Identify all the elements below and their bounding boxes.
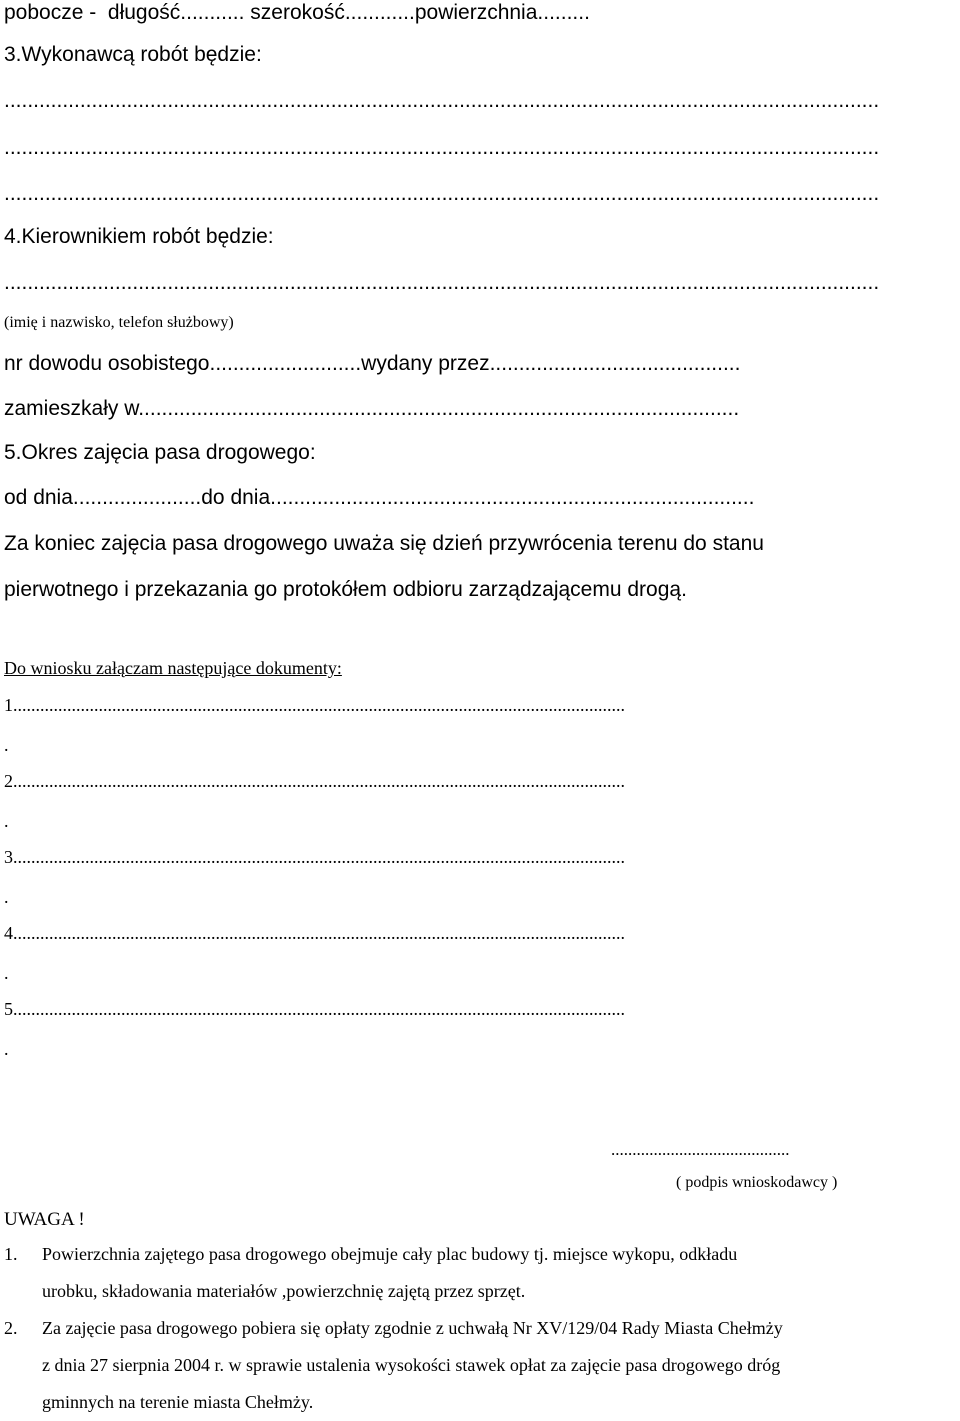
attachment-item-5: 5........................................................................................................................................ [4, 999, 625, 1019]
roadside-dimensions-line: pobocze - długość........... szerokość............powierzchnia......... [4, 1, 590, 24]
attachment-item-1: 1........................................................................................................................................ [4, 695, 625, 715]
section-3-heading: 3.Wykonawcą robót będzie: [4, 43, 262, 66]
notice-item-2-line-2: z dnia 27 sierpnia 2004 r. w sprawie ustalenia wysokości stawek opłat za zajęcie pasa drogowego dróg [42, 1355, 781, 1375]
notice-item-1-line-2: urobku, składowania materiałów ,powierzchnię zajętą przez sprzęt. [42, 1281, 526, 1301]
notice-item-2-line-3: gminnych na terenie miasta Chełmży. [42, 1392, 314, 1412]
period-dates-line: od dnia......................do dnia................................................................................... [4, 486, 755, 509]
notice-item-2-line-1: Za zajęcie pasa drogowego pobiera się opłaty zgodnie z uchwałą Nr XV/129/04 Rady Miasta Chełmży [42, 1318, 783, 1338]
notice-item-1-number: 1. [4, 1244, 18, 1264]
attachment-item-2: 2........................................................................................................................................ [4, 771, 625, 791]
attachment-item-4-tail: . [4, 963, 9, 983]
attachment-item-2-tail: . [4, 811, 9, 831]
contractor-dots-2: ...................................................................................................................................................... [4, 136, 880, 159]
attachment-item-4: 4........................................................................................................................................ [4, 923, 625, 943]
attachment-item-5-tail: . [4, 1039, 9, 1059]
address-line: zamieszkały w....................................................................................................... [4, 397, 740, 420]
contractor-dots-3: ...................................................................................................................................................... [4, 182, 880, 205]
notice-item-2 [0, 1310, 960, 1417]
notice-item-2-number: 2. [4, 1318, 18, 1338]
section-5-heading: 5.Okres zajęcia pasa drogowego: [4, 441, 316, 464]
notice-heading: UWAGA ! [4, 1209, 85, 1230]
id-card-line: nr dowodu osobistego..........................wydany przez........................................... [4, 352, 741, 375]
notice-item-1 [0, 1236, 960, 1316]
signature-dots: .......................................... [611, 1140, 790, 1159]
period-note-line-2: pierwotnego i przekazania go protokółem odbioru zarządzającemu drogą. [4, 578, 687, 601]
contractor-dots-1: ...................................................................................................................................................... [4, 89, 880, 112]
attachment-item-3-tail: . [4, 887, 9, 907]
signature-label: ( podpis wnioskodawcy ) [676, 1174, 838, 1191]
notice-item-1-line-1: Powierzchnia zajętego pasa drogowego obejmuje cały plac budowy tj. miejsce wykopu, odkładu [42, 1244, 738, 1264]
attachment-item-1-tail: . [4, 735, 9, 755]
attachments-heading: Do wniosku załączam następujące dokumenty: [4, 658, 342, 678]
manager-dots: ...................................................................................................................................................... [4, 271, 880, 294]
period-note-line-1: Za koniec zajęcia pasa drogowego uważa się dzień przywrócenia terenu do stanu [4, 532, 764, 555]
manager-name-hint: (imię i nazwisko, telefon służbowy) [4, 314, 234, 331]
section-4-heading: 4.Kierownikiem robót będzie: [4, 225, 274, 248]
attachment-item-3: 3........................................................................................................................................ [4, 847, 625, 867]
